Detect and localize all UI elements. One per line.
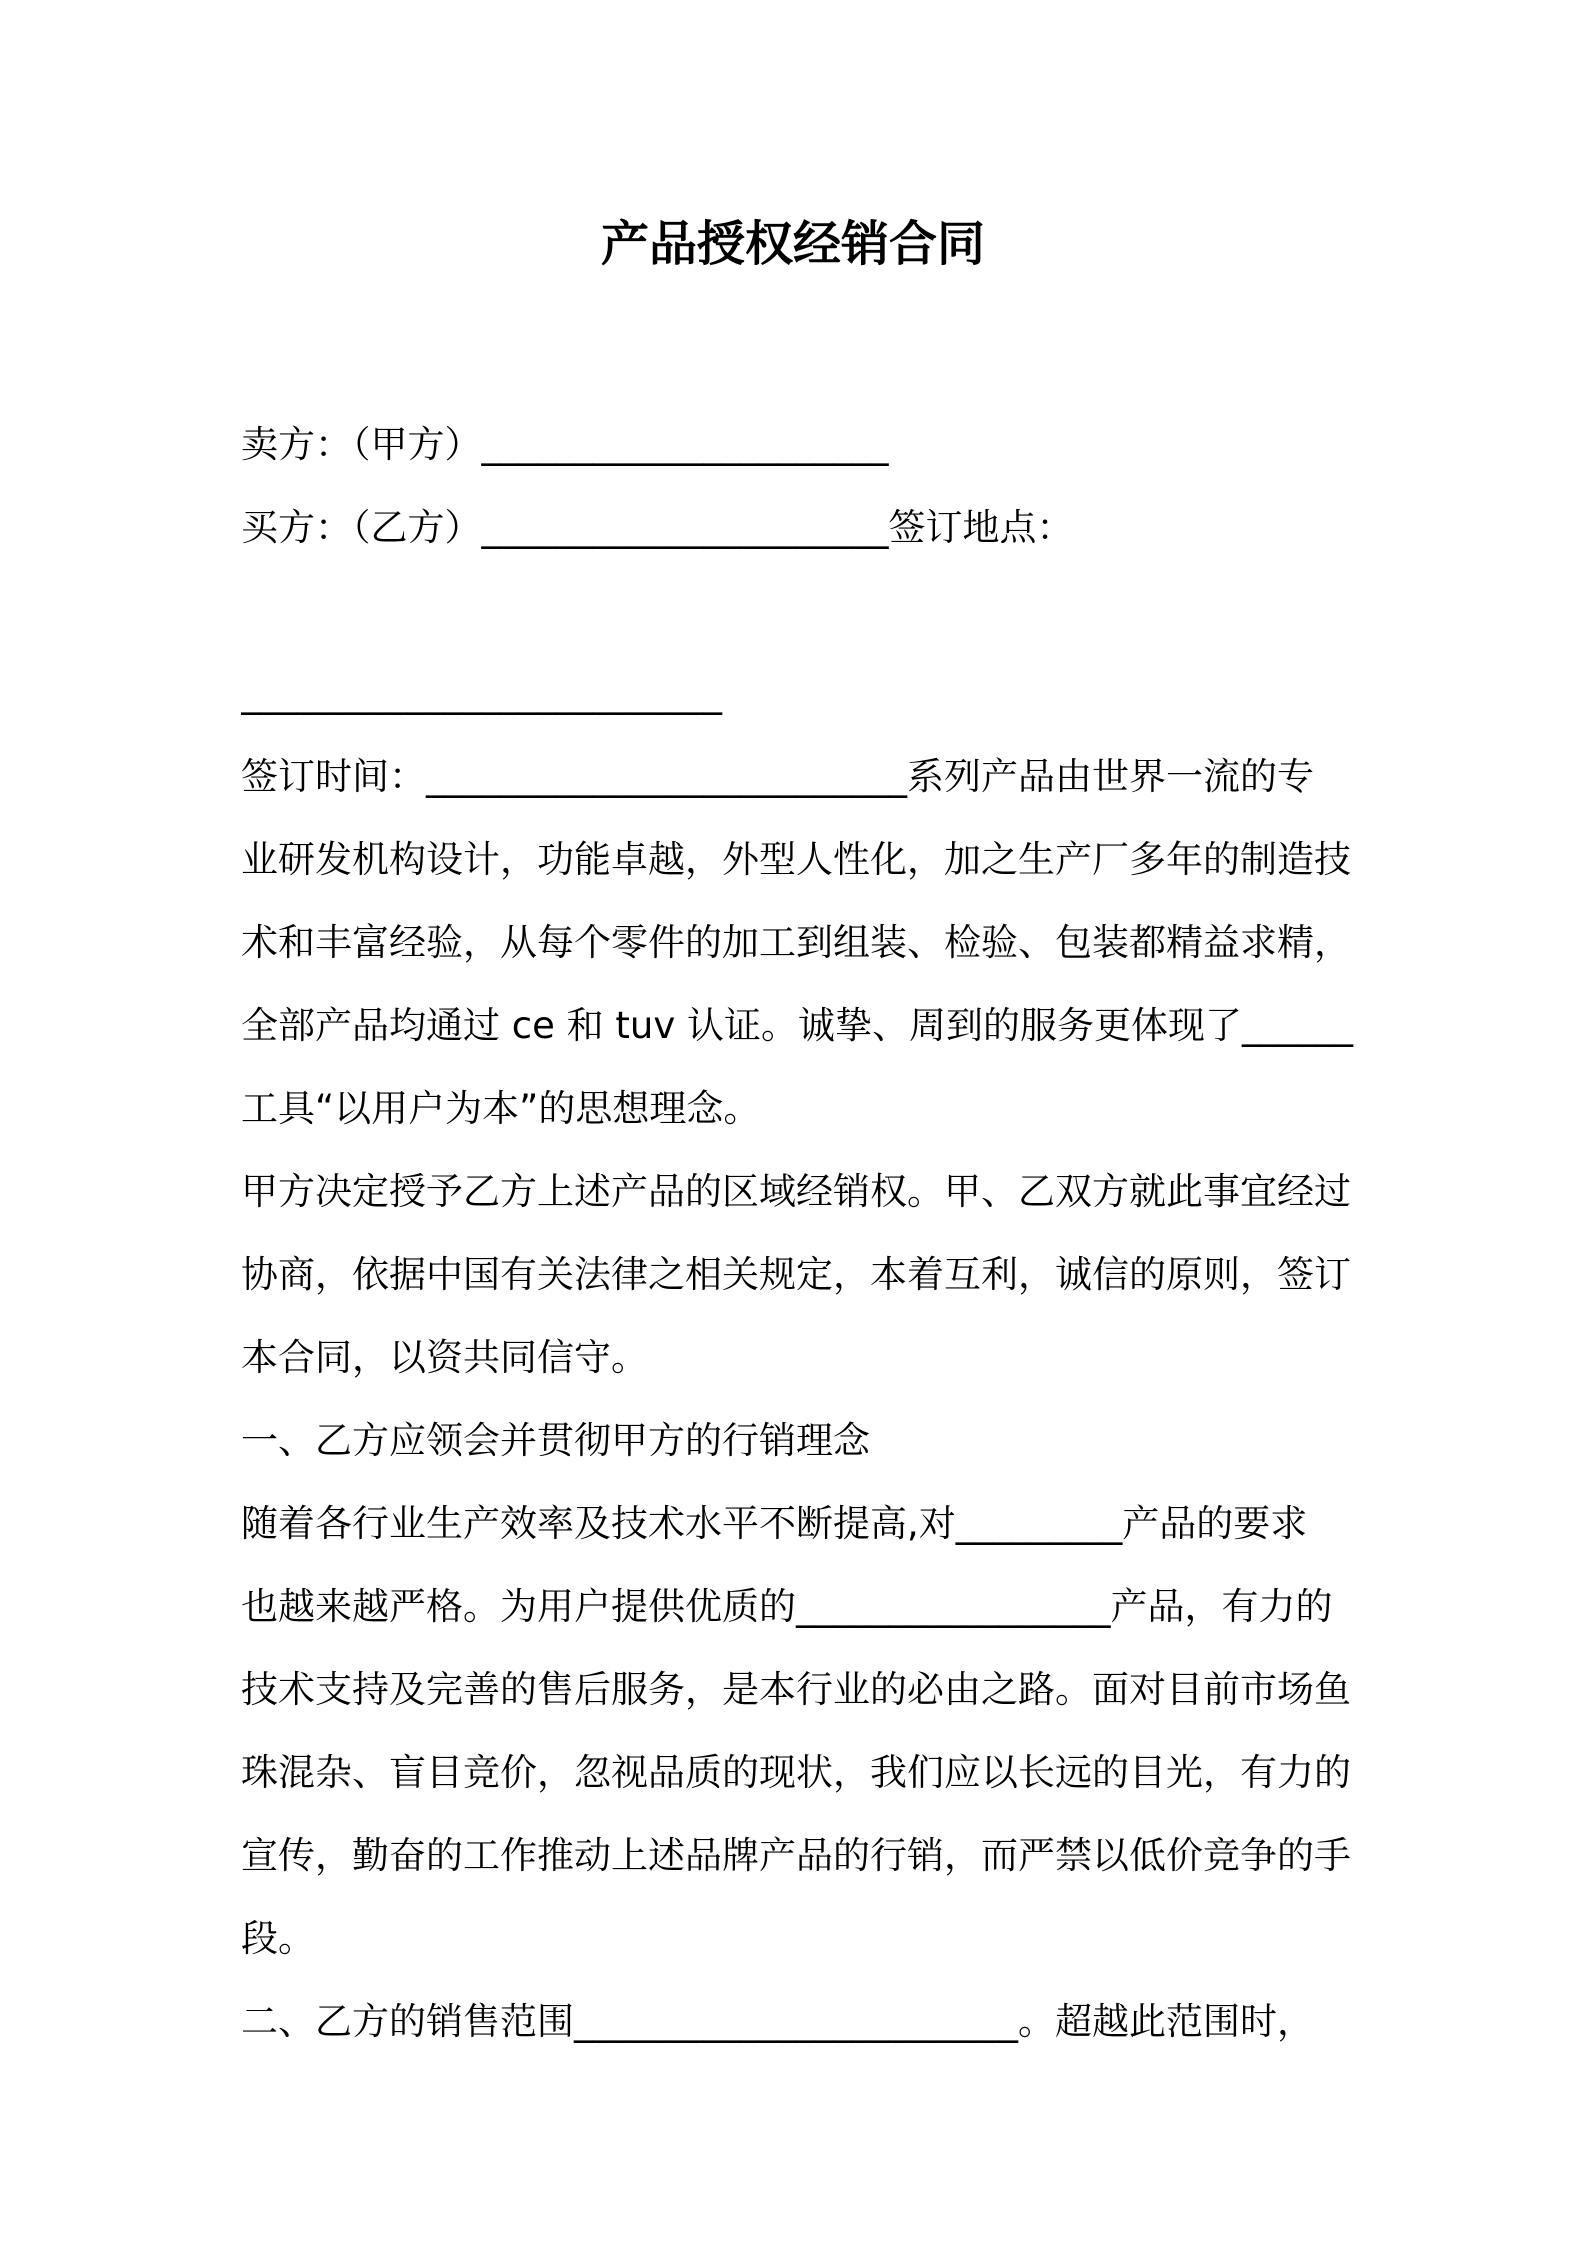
document-title: 产品授权经销合同 (600, 216, 985, 272)
blank-line (241, 569, 1356, 652)
body-line: 业研发机构设计，功能卓越，外型人性化，加之生产厂多年的制造技 (241, 838, 1351, 881)
body-line: 甲方决定授予乙方上述产品的区域经销权。甲、乙双方就此事宜经过 (241, 1170, 1351, 1213)
body-line: 协商，依据中国有关法律之相关规定，本着互利，诚信的原则，签订 (241, 1253, 1351, 1296)
seller-line: 卖方：（甲方）______________________ (241, 423, 889, 466)
section-heading-1: 一、乙方应领会并贯彻甲方的行销理念 (241, 1419, 870, 1462)
body-line: 技术支持及完善的售后服务，是本行业的必由之路。面对目前市场鱼 (241, 1668, 1351, 1711)
signing-place-blank: __________________________ (241, 672, 722, 715)
body-line: 珠混杂、盲目竞价，忽视品质的现状，我们应以长远的目光，有力的 (241, 1751, 1351, 1794)
body-line: 工具“以用户为本”的思想理念。 (241, 1087, 761, 1130)
section-heading-2: 二、乙方的销售范围________________________。超越此范围时， (241, 2000, 1314, 2043)
body-line: 宣传，勤奋的工作推动上述品牌产品的行销，而严禁以低价竞争的手 (241, 1834, 1351, 1877)
body-line: 也越来越严格。为用户提供优质的_________________产品，有力的 (241, 1585, 1333, 1628)
body-line: 本合同，以资共同信守。 (241, 1336, 648, 1379)
document-body (241, 403, 1356, 2063)
buyer-line: 买方：（乙方）______________________签订地点： (241, 506, 1074, 549)
body-line: 段。 (241, 1917, 315, 1960)
body-line: 签订时间：__________________________系列产品由世界一流的专 (241, 755, 1314, 798)
body-line: 术和丰富经验，从每个零件的加工到组装、检验、包装都精益求精， (241, 921, 1351, 964)
body-line: 全部产品均通过 ce 和 tuv 认证。诚挚、周到的服务更体现了______ (241, 1004, 1354, 1047)
body-line: 随着各行业生产效率及技术水平不断提高,对_________产品的要求 (241, 1502, 1308, 1545)
